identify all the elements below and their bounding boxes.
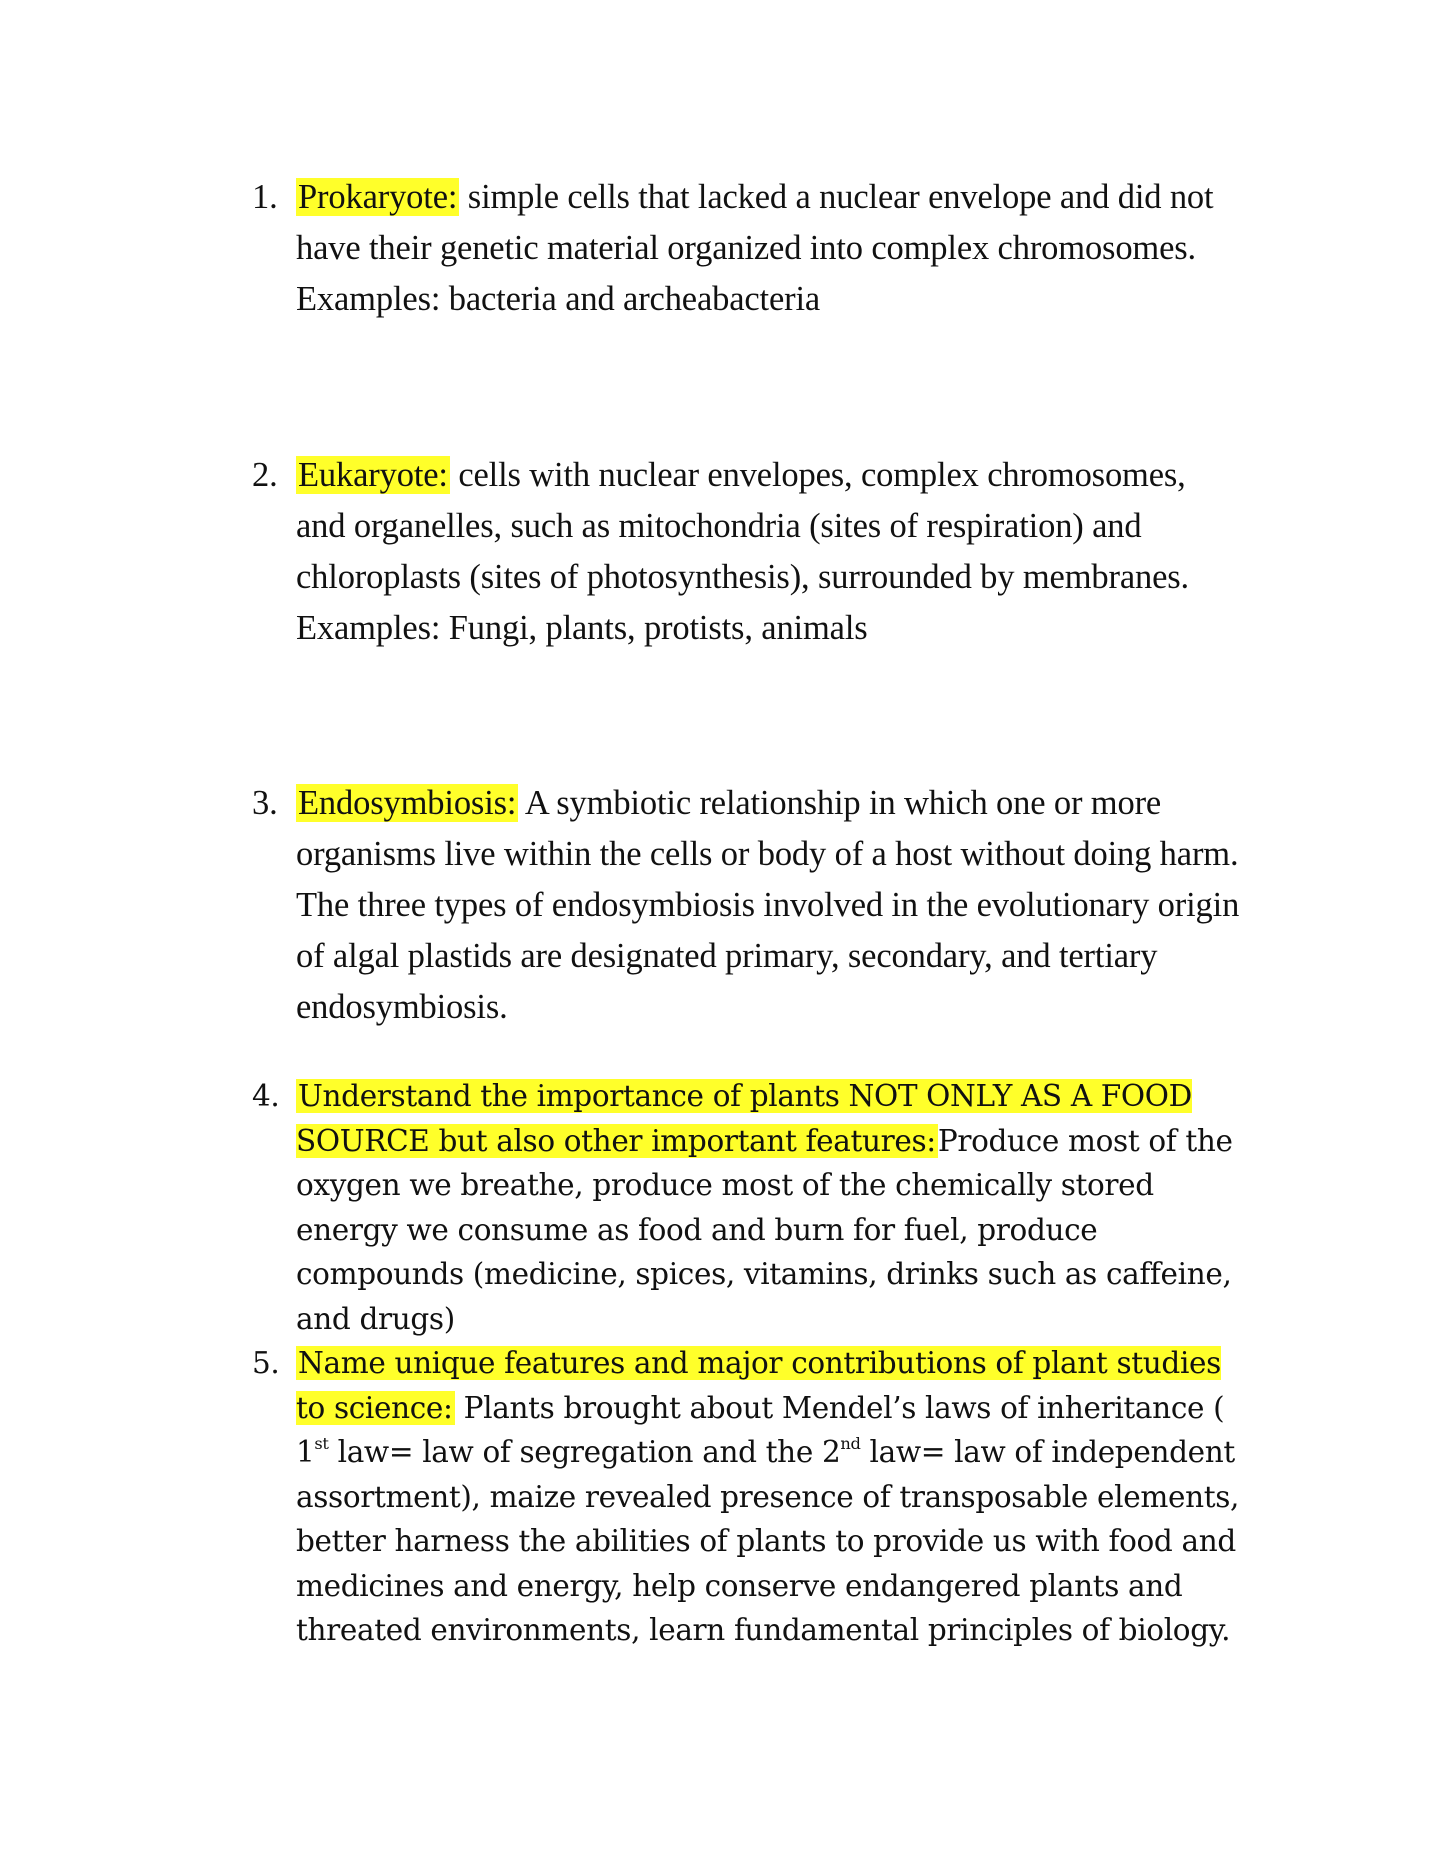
- term-highlight: Eukaryote:: [298, 456, 448, 494]
- definition-text: cells with nuclear envelopes, complex chromosomes, and organelles, such as mitochondria (sites of respiration) and chloroplasts (sites of photosynthesis), surrounded by membranes. Examples: Fungi, plants, protists, animals: [296, 456, 1190, 647]
- definition-text-part-c: law= law of independent assortment), maize revealed presence of transposable elements, better harness the abilities of plants to provide us with food and medicines and energy, help conserve endangered plants and threated environments, learn fundamental principles of biology.: [296, 1435, 1240, 1647]
- list-item-eukaryote: [252, 450, 1242, 654]
- definition-text: A symbiotic relationship in which one or more organisms live within the cells or body of a host without doing harm. The three types of endosymbiosis involved in the evolutionary origin of algal plastids are designated primary, secondary, and tertiary endosymbiosis.: [296, 784, 1240, 1026]
- item-number: 5.: [252, 1346, 280, 1380]
- definition-text-part-b: law= law of segregation and the 2: [328, 1435, 841, 1469]
- examples-text: Examples: bacteria and archeabacteria: [296, 280, 821, 318]
- item-body: [296, 1074, 1242, 1341]
- term-highlight: Name unique features and major contributions of plant studies to science:: [296, 1346, 1221, 1425]
- item-body: [296, 450, 1242, 654]
- item-body: [296, 1341, 1242, 1653]
- definition-text-part-a: Plants brought about Mendel’s laws of inheritance ( 1: [296, 1390, 1225, 1469]
- term-highlight: Endosymbiosis:: [298, 784, 517, 822]
- list-item-importance-of-plants: [252, 1074, 1242, 1341]
- item-body: [296, 172, 1242, 325]
- list-item-endosymbiosis: [252, 778, 1242, 1033]
- item-number: 2.: [252, 456, 278, 494]
- superscript-st: st: [314, 1434, 329, 1454]
- term-highlight: Understand the importance of plants NOT ONLY AS A FOOD SOURCE but also other important features:: [296, 1079, 1192, 1158]
- superscript-nd: nd: [840, 1434, 861, 1454]
- list-item-prokaryote: [252, 172, 1242, 325]
- definition-text: Produce most of the oxygen we breathe, produce most of the chemically stored energy we consume as food and burn for fuel, produce compounds (medicine, spices, vitamins, drinks such as caffeine, and drugs): [296, 1123, 1233, 1336]
- list-item-plant-studies-contributions: [252, 1341, 1242, 1653]
- item-number: 1.: [252, 178, 278, 216]
- item-body: [296, 778, 1242, 1033]
- item-number: 3.: [252, 784, 278, 822]
- term-highlight: Prokaryote:: [298, 178, 458, 216]
- definition-text: simple cells that lacked a nuclear envelope and did not have their genetic material organized into complex chromosomes.: [296, 178, 1214, 267]
- item-number: 4.: [252, 1079, 280, 1113]
